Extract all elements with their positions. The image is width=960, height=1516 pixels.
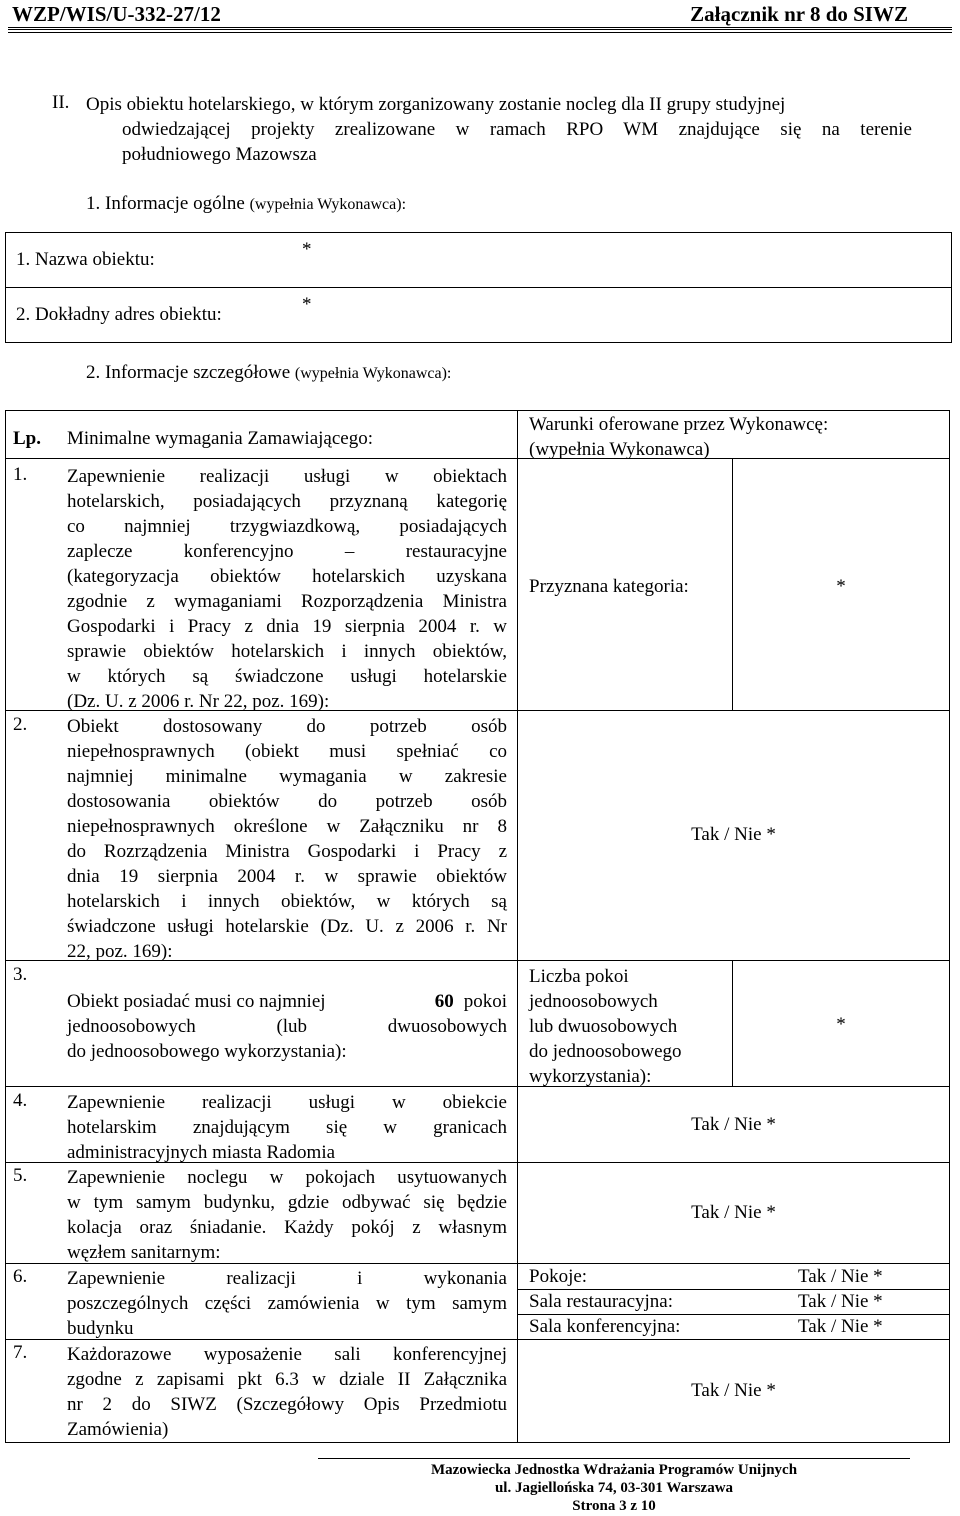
text-line: Zapewnienie realizacji i wykonania <box>67 1268 507 1289</box>
col-offer-header-line2: (wypełnia Wykonawca) <box>529 439 710 460</box>
category-field[interactable]: * <box>836 576 846 597</box>
row-number: 3. <box>13 964 28 985</box>
header-divider <box>8 27 952 33</box>
page-number: Strona 3 z 10 <box>572 1498 656 1514</box>
text-line: budynku <box>67 1318 134 1339</box>
section-title-line1: Opis obiektu hotelarskiego, w którym zorganizowany zostanie nocleg dla II grupy studyjnej <box>86 94 786 115</box>
general-heading-note: (wypełnia Wykonawca): <box>249 196 407 213</box>
text-line: sprawie obiektów hotelarskich i innych obiektów, <box>67 641 507 662</box>
equipment-choice[interactable]: Tak / Nie * <box>691 1380 776 1401</box>
general-heading-text: 1. Informacje ogólne <box>86 193 245 214</box>
text-line: (kategoryzacja obiektów hotelarskich uzyskana <box>67 566 507 587</box>
text-fragment-group <box>435 989 507 1014</box>
text-line: do Rozrządzenia Ministra Gospodarki i Pracy z <box>67 841 507 862</box>
text-line: Zapewnienie noclegu w pokojach usytuowanych <box>67 1167 507 1188</box>
accommodation-choice[interactable]: Tak / Nie * <box>691 1202 776 1223</box>
requirement-2-text <box>67 714 507 964</box>
text-line: hotelarskich, posiadających przyznaną kategorię <box>67 491 507 512</box>
col-lp-header: Lp. <box>13 428 41 449</box>
table-row <box>6 233 952 288</box>
row6-inner-separator <box>517 1314 949 1315</box>
text-line: co najmniej trzygwiazdkową, posiadających <box>67 516 507 537</box>
rooms-label: Pokoje: <box>529 1266 588 1287</box>
text-line: administracyjnych miasta Radomia <box>67 1142 336 1163</box>
rooms-choice[interactable]: Tak / Nie * <box>798 1266 883 1287</box>
text-line: w których są świadczone usługi hotelarskie <box>67 666 507 687</box>
object-name-label: 1. Nazwa obiektu: <box>6 233 285 288</box>
text-line: Gospodarki i Pracy z dnia 19 sierpnia 2004 r. w <box>67 616 507 637</box>
text-line: Każdorazowe wyposażenie sali konferencyjnej <box>67 1344 507 1365</box>
requirements-table <box>5 410 955 1444</box>
accessibility-choice[interactable]: Tak / Nie * <box>691 824 776 845</box>
text-fragment: Obiekt posiadać musi co najmniej <box>67 991 326 1012</box>
table-row <box>6 288 952 343</box>
general-info-heading <box>86 193 406 215</box>
text-line: dostosowania obiektów do potrzeb osób <box>67 791 507 812</box>
text-line: zaplecze konferencyjno – restauracyjne <box>67 541 507 562</box>
section-number: II. <box>52 92 70 113</box>
header-row-separator <box>5 458 517 459</box>
text-line: jednoosobowych (lub dwuosobowych <box>67 1016 507 1037</box>
row-number: 6. <box>13 1266 28 1287</box>
text-line: węzłem sanitarnym: <box>67 1242 221 1263</box>
requirement-7-text <box>67 1342 507 1442</box>
text-line: niepełnosprawnych określone w Załączniku nr 8 <box>67 816 507 837</box>
table-border-right <box>949 410 950 1443</box>
footer-address: ul. Jagiellońska 74, 03-301 Warszawa <box>494 1480 734 1496</box>
row-separator <box>5 1086 950 1087</box>
details-heading-note: (wypełnia Wykonawca): <box>294 365 452 382</box>
text-line: w tym samym budynku, gdzie odbywać się będzie <box>67 1192 507 1213</box>
col-requirements-header: Minimalne wymagania Zamawiającego: <box>67 428 373 449</box>
text-line: 22, poz. 169): <box>67 941 173 962</box>
text-line: Zapewnienie realizacji usługi w obiekcie <box>67 1092 507 1113</box>
text-line: jednoosobowych <box>529 991 658 1012</box>
text-line: do jednoosobowego wykorzystania): <box>67 1041 347 1062</box>
text-line: zgodnie z wymaganiami Rozporządzenia Ministra <box>67 591 507 612</box>
text-line: najmniej minimalne wymagania w zakresie <box>67 766 507 787</box>
row-number: 1. <box>13 464 28 485</box>
col-offer-header-line1: Warunki oferowane przez Wykonawcę: <box>529 414 829 435</box>
page-header <box>0 0 960 32</box>
row-number: 2. <box>13 714 28 735</box>
object-address-field[interactable]: * <box>284 288 952 343</box>
row-number: 5. <box>13 1165 28 1186</box>
text-line: Obiekt dostosowany do potrzeb osób <box>67 716 507 737</box>
row-number: 7. <box>13 1342 28 1363</box>
text-fragment: pokoi <box>463 991 507 1012</box>
text-line: lub dwuosobowych <box>529 1016 678 1037</box>
section-title-line3: południowego Mazowsza <box>122 144 317 165</box>
row6-inner-separator <box>517 1289 949 1290</box>
text-line: Zapewnienie realizacji usługi w obiektach <box>67 466 507 487</box>
text-line: hotelarskich i innych obiektów, w których są <box>67 891 507 912</box>
requirement-5-text <box>67 1165 507 1265</box>
text-line: kolacja oraz śniadanie. Każdy pokój z własnym <box>67 1217 507 1238</box>
object-name-field[interactable]: * <box>284 233 952 288</box>
requirement-4-text <box>67 1090 507 1165</box>
general-info-table <box>5 232 952 343</box>
text-line: dnia 19 sierpnia 2004 r. w sprawie obiektów <box>67 866 507 887</box>
text-line: niepełnosprawnych (obiekt musi spełniać co <box>67 741 507 762</box>
text-line: zgodne z zapisami pkt 6.3 w dziale II Załącznika <box>67 1369 507 1390</box>
text-line <box>67 989 507 1014</box>
page-footer <box>318 1461 910 1515</box>
location-choice[interactable]: Tak / Nie * <box>691 1114 776 1135</box>
text-line: wykorzystania): <box>529 1066 652 1087</box>
attachment-title: Załącznik nr 8 do SIWZ <box>690 2 908 26</box>
room-count-label <box>529 964 729 1089</box>
details-heading-text: 2. Informacje szczegółowe <box>86 362 291 383</box>
room-count-field[interactable]: * <box>836 1014 846 1035</box>
text-line: (Dz. U. z 2006 r. Nr 22, poz. 169): <box>67 691 330 712</box>
text-line: Zamówienia) <box>67 1419 169 1440</box>
restaurant-label: Sala restauracyjna: <box>529 1291 674 1312</box>
conference-room-label: Sala konferencyjna: <box>529 1316 681 1337</box>
text-line: poszczególnych części zamówienia w tym samym <box>67 1293 507 1314</box>
text-line: Liczba pokoi <box>529 966 629 987</box>
table-border-top <box>5 410 950 411</box>
restaurant-choice[interactable]: Tak / Nie * <box>798 1291 883 1312</box>
row-number: 4. <box>13 1090 28 1111</box>
text-line: nr 2 do SIWZ (Szczegółowy Opis Przedmiotu <box>67 1394 507 1415</box>
section-title-line2: odwiedzającej projekty zrealizowane w ramach RPO WM znajdujące się na terenie <box>122 119 912 140</box>
text-line: do jednoosobowego <box>529 1041 682 1062</box>
conference-room-choice[interactable]: Tak / Nie * <box>798 1316 883 1337</box>
object-address-label: 2. Dokładny adres obiektu: <box>6 288 285 343</box>
table-border-bottom <box>5 1442 950 1443</box>
text-line: świadczone usługi hotelarskie (Dz. U. z 2006 r. Nr <box>67 916 507 937</box>
details-heading <box>86 362 451 384</box>
requirement-1-text <box>67 464 507 714</box>
category-label: Przyznana kategoria: <box>529 576 689 597</box>
requirement-3-text <box>67 989 507 1064</box>
table-border-left <box>5 410 6 1443</box>
requirement-6-text <box>67 1266 507 1341</box>
document-reference: WZP/WIS/U-332-27/12 <box>12 2 221 26</box>
text-line: hotelarskim znajdującym się w granicach <box>67 1117 507 1138</box>
footer-divider <box>318 1458 910 1459</box>
room-count: 60 <box>434 991 454 1012</box>
footer-organization: Mazowiecka Jednostka Wdrażania Programów Unijnych <box>430 1462 798 1478</box>
